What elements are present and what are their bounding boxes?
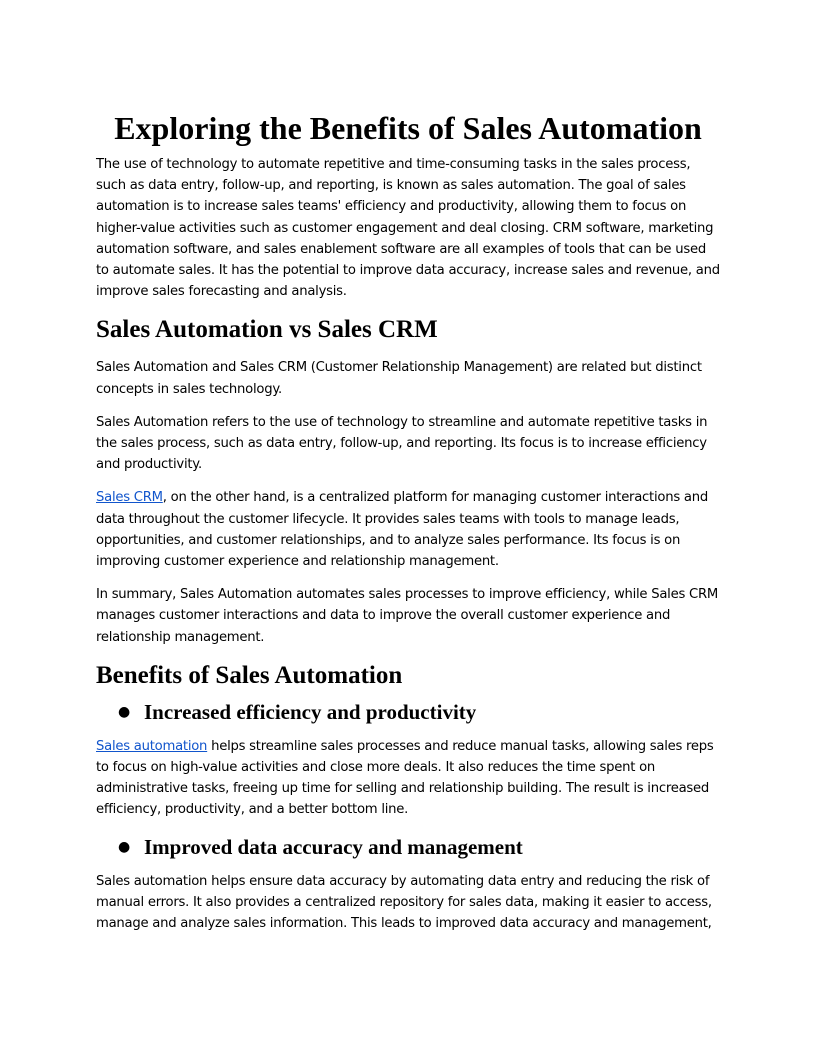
document-title: Exploring the Benefits of Sales Automation	[114, 110, 702, 146]
benefit-paragraph-efficiency	[96, 736, 720, 821]
benefit-title: Increased efficiency and productivity	[144, 699, 477, 724]
benefit-paragraph-data-accuracy: Sales automation helps ensure data accuracy by automating data entry and reducing the risk of manual errors. It also provides a centralized repository for sales data, making it easier to access, manage and analyze sales information. This leads to improved data accuracy and management,	[96, 873, 712, 932]
benefit-heading-data-accuracy	[118, 833, 720, 861]
section-heading-benefits: Benefits of Sales Automation	[96, 661, 403, 689]
section1-paragraph-1: Sales Automation and Sales CRM (Customer Relationship Management) are related but distinct concepts in sales technology.	[96, 360, 702, 397]
section1-paragraph-3-text: , on the other hand, is a centralized platform for managing customer interactions and data throughout the customer lifecycle. It provides sales teams with tools to manage leads, opportunities, and customer relationships, and to analyze sales performance. Its focus is on improving customer experience and relationship management.	[96, 490, 708, 570]
benefit-paragraph-efficiency-text: helps streamline sales processes and reduce manual tasks, allowing sales reps to focus on high-value activities and close more deals. It also reduces the time spent on administrative tasks, freeing up time for selling and relationship building. The result is increased efficiency, productivity, and a better bottom line.	[96, 738, 714, 818]
section-heading-sales-automation-vs-crm: Sales Automation vs Sales CRM	[96, 316, 438, 344]
benefit-heading-efficiency	[118, 698, 720, 726]
document-page	[96, 108, 720, 946]
intro-paragraph: The use of technology to automate repetitive and time-consuming tasks in the sales process, such as data entry, follow-up, and reporting, is known as sales automation. The goal of sales automation is to increase sales teams' efficiency and productivity, allowing them to focus on higher-value activities such as customer engagement and deal closing. CRM software, marketing automation software, and sales enablement software are all examples of tools that can be used to automate sales. It has the potential to improve data accuracy, increase sales and revenue, and improve sales forecasting and analysis.	[96, 157, 720, 300]
sales-crm-link[interactable]: Sales CRM	[96, 490, 163, 506]
section1-paragraph-4: In summary, Sales Automation automates sales processes to improve efficiency, while Sales CRM manages customer interactions and data to improve the overall customer experience and relationship management.	[96, 587, 719, 645]
bullet-icon: ●	[118, 703, 131, 720]
benefit-title: Improved data accuracy and management	[144, 834, 523, 859]
sales-automation-link[interactable]: Sales automation	[96, 738, 208, 754]
section1-paragraph-3	[96, 487, 720, 572]
section1-paragraph-2: Sales Automation refers to the use of technology to streamline and automate repetitive tasks in the sales process, such as data entry, follow-up, and reporting. Its focus is to increase efficiency and productivity.	[96, 414, 708, 473]
bullet-icon: ●	[118, 838, 131, 855]
